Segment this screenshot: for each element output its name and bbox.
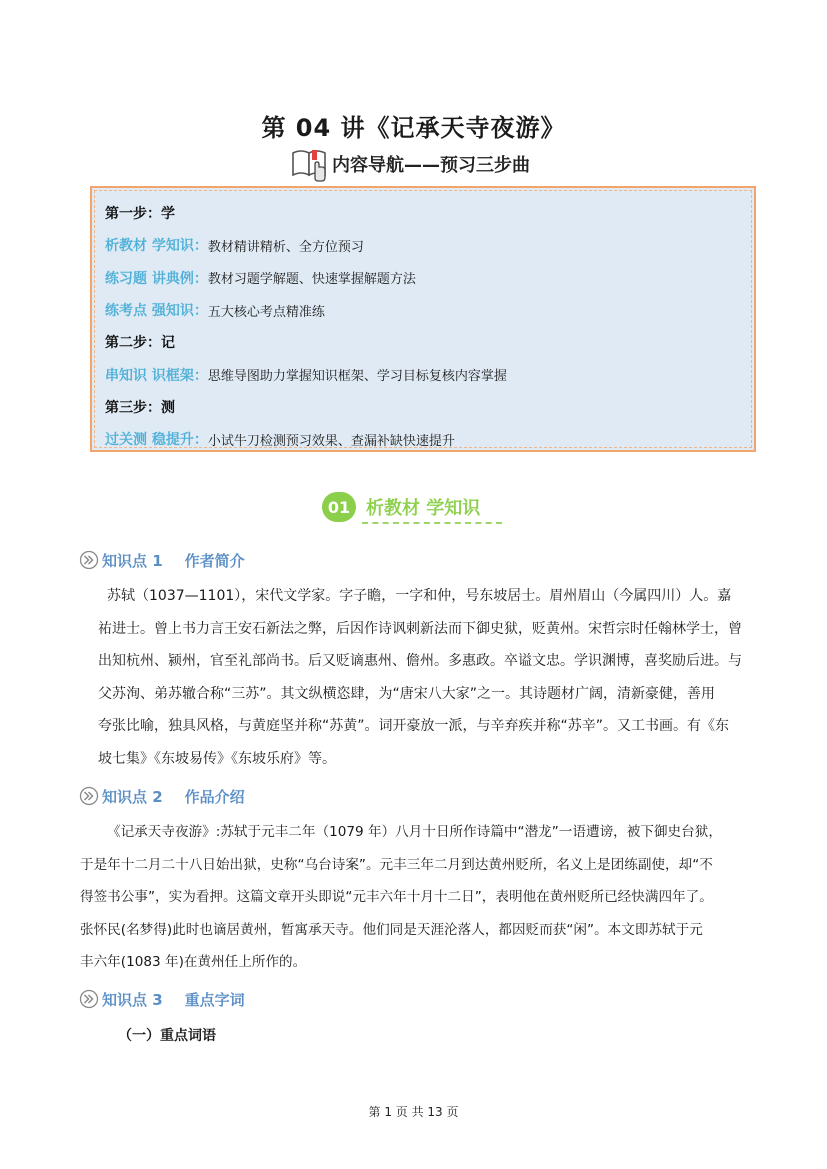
knowledge-point-3-heading [79,986,245,1012]
step-row-key: 串知识 识框架： [105,367,208,384]
author-intro-paragraph [98,580,747,775]
step-row [105,294,741,326]
paragraph-line: 于是年十二月二十八日始出狱，史称“乌台诗案”。元丰三年二月到达黄州贬所，名义上是团练副使，却“不 [80,856,713,873]
knowledge-point-title: 重点字词 [184,990,245,1009]
section-number-badge: 01 [322,492,356,522]
step-row [105,262,741,294]
step-row-key: 过关测 稳提升： [105,432,208,449]
step-row [105,358,741,390]
step-row-value: 五大核心考点精准练 [207,304,325,320]
step-row [105,423,741,455]
step-row-value: 小试牛刀检测预习效果、查漏补缺快速提升 [207,433,455,449]
step-1-heading: 第一步：学 [105,206,175,223]
paragraph-line: 得签书公事”，实为看押。这篇文章开头即说“元丰六年十月十二日”，表明他在黄州贬所已经快满四年了。 [80,889,713,905]
page-title: 第 04 讲《记承天寺夜游》 [261,114,566,142]
section-underline [362,522,502,524]
step-row-value: 思维导图助力掌握知识框架、学习目标复核内容掌握 [207,369,507,385]
paragraph-line: 张怀民(名梦得)此时也谪居黄州，暂寓承天寺。他们同是天涯沦落人，都因贬而获“闲”。本文即苏轼于元 [80,921,703,938]
section-banner [322,490,506,528]
preview-steps-box [90,186,756,452]
paragraph-line: 丰六年(1083 年)在黄州任上所作的。 [80,954,307,970]
step-3-heading: 第三步：测 [105,399,175,416]
double-chevron-circle-icon [79,989,99,1009]
work-intro-paragraph [80,816,747,979]
knowledge-point-title: 作品介绍 [184,787,245,806]
paragraph-line: 夸张比喻，独具风格，与黄庭坚并称“苏黄”。词开豪放一派，与辛弃疾并称“苏辛”。又工书画。有《东 [98,718,730,734]
double-chevron-circle-icon [79,550,99,570]
step-row [105,229,741,261]
content-nav-title: 内容导航——预习三步曲 [332,155,530,176]
paragraph-line: 苏轼（1037—1101），宋代文学家。字子瞻，一字和仲，号东坡居士。眉州眉山（今属四川）人。嘉 [107,588,732,604]
paragraph-line: 《记承天寺夜游》:苏轼于元丰二年（1079 年）八月十日所作诗篇中“潜龙”一语遭谤，被下御史台狱， [107,824,722,840]
subsection-heading: （一）重点词语 [118,1028,216,1044]
paragraph-line: 出知杭州、颍州，官至礼部尚书。后又贬谪惠州、儋州。多惠政。卒谥文忠。学识渊博，喜奖励后进。与 [98,653,742,669]
book-pointer-icon [290,146,330,182]
paragraph-line: 父苏洵、弟苏辙合称“三苏”。其文纵横恣肆，为“唐宋八大家”之一。其诗题材广阔，清新豪健，善用 [98,685,716,702]
section-title: 析教材 学知识 [366,498,481,519]
step-2-heading: 第二步：记 [105,335,175,352]
paragraph-line: 祐进士。曾上书力言王安石新法之弊，后因作诗讽刺新法而下御史狱，贬黄州。宋哲宗时任翰林学士，曾 [98,620,742,637]
double-chevron-circle-icon [79,786,99,806]
knowledge-point-2-heading [79,783,245,809]
paragraph-line: 坡七集》《东坡易传》《东坡乐府》等。 [98,750,336,767]
knowledge-point-number: 知识点 1 [102,551,163,570]
step-row-value: 教材精讲精析、全方位预习 [207,239,364,255]
content-nav-heading [290,146,530,182]
knowledge-point-title: 作者简介 [184,551,245,570]
step-row-key: 练考点 强知识： [105,303,208,320]
page-footer: 第 1 页 共 13 页 [368,1105,459,1119]
step-row-value: 教材习题学解题、快速掌握解题方法 [207,272,416,288]
step-row-key: 析教材 学知识： [105,238,208,255]
knowledge-point-number: 知识点 2 [102,787,163,806]
knowledge-point-1-heading [79,547,245,573]
knowledge-point-number: 知识点 3 [102,990,163,1009]
step-row-key: 练习题 讲典例： [105,270,208,287]
